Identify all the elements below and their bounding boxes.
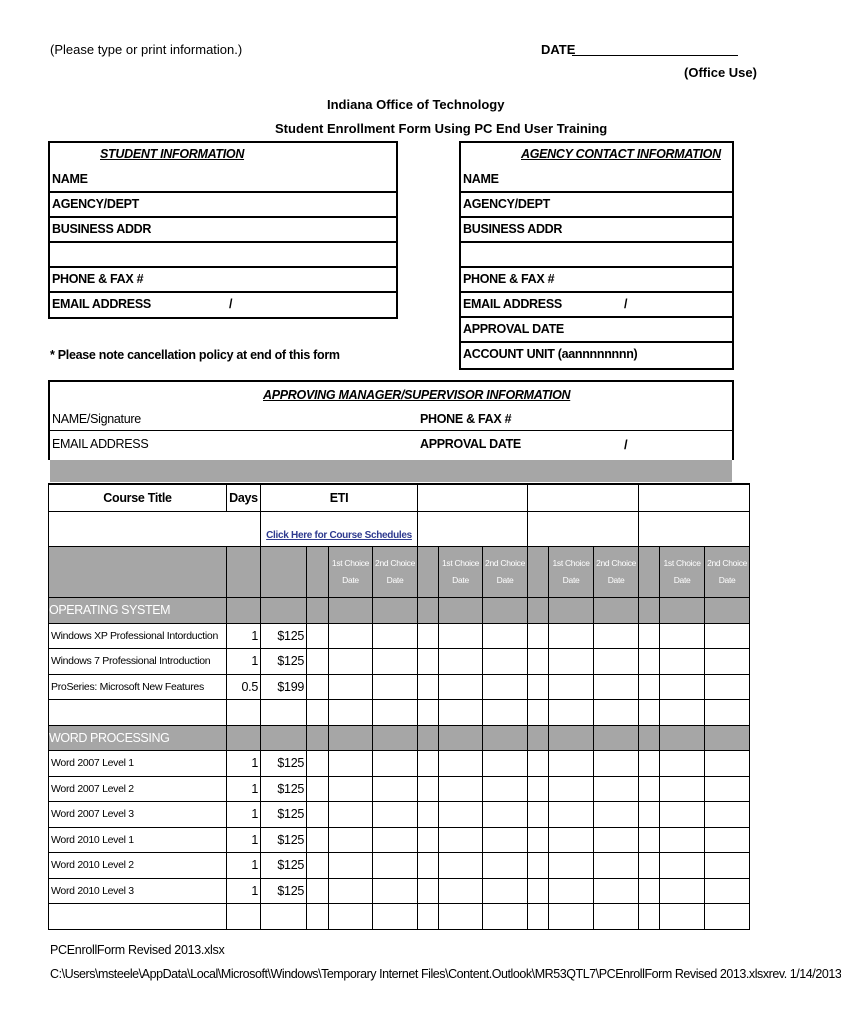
manager-approval-label: APPROVAL DATE: [420, 437, 521, 451]
student-heading-row: [50, 143, 396, 168]
choice-cell[interactable]: [307, 623, 329, 649]
eti-header: ETI: [261, 484, 418, 512]
choice-cell[interactable]: [705, 700, 750, 726]
choice-cell[interactable]: [307, 904, 329, 930]
choice-cell[interactable]: [549, 853, 594, 879]
choice-cell[interactable]: [418, 827, 439, 853]
choice-cell[interactable]: [639, 700, 660, 726]
course-title-header: Course Title: [49, 484, 227, 512]
agency-heading: AGENCY CONTACT INFORMATION: [521, 147, 721, 161]
choice-cell[interactable]: [483, 802, 528, 828]
choice-cell[interactable]: [528, 649, 549, 675]
choice-cell[interactable]: [705, 827, 750, 853]
choice-cell[interactable]: [373, 700, 418, 726]
course-title: Windows XP Professional Intorduction: [49, 623, 227, 649]
choice-cell[interactable]: [660, 674, 705, 700]
choice-1-second: 2nd Choice Date: [373, 547, 418, 598]
choice-cell[interactable]: [660, 853, 705, 879]
choice-cell[interactable]: [594, 674, 639, 700]
choice-cell[interactable]: [307, 827, 329, 853]
choice-cell[interactable]: [705, 904, 750, 930]
choice-cell[interactable]: [660, 751, 705, 777]
agency-address-line2[interactable]: [461, 243, 732, 268]
choice-cell[interactable]: [594, 904, 639, 930]
choice-1-first: 1st Choice Date: [329, 547, 373, 598]
choice-cell[interactable]: [483, 649, 528, 675]
choice-cell[interactable]: [418, 700, 439, 726]
choice-cell[interactable]: [418, 674, 439, 700]
office-use-label: (Office Use): [684, 65, 757, 80]
course-days: 1: [227, 623, 261, 649]
choice-cell[interactable]: [329, 700, 373, 726]
course-title: Windows 7 Professional Introduction: [49, 649, 227, 675]
choice-cell[interactable]: [418, 853, 439, 879]
choice-cell[interactable]: [549, 827, 594, 853]
choice-cell[interactable]: [660, 878, 705, 904]
choice-cell[interactable]: [594, 853, 639, 879]
choice-cell[interactable]: [705, 674, 750, 700]
choice-cell[interactable]: [660, 827, 705, 853]
choice-cell[interactable]: [549, 700, 594, 726]
choice-cell[interactable]: [639, 674, 660, 700]
choice-cell[interactable]: [329, 853, 373, 879]
manager-approval-slash: /: [624, 437, 628, 452]
choice-cell[interactable]: [528, 700, 549, 726]
choice-cell[interactable]: [639, 904, 660, 930]
choice-cell[interactable]: [329, 878, 373, 904]
course-price: $125: [261, 649, 307, 675]
blank-row: [49, 700, 750, 726]
choice-cell[interactable]: [439, 674, 483, 700]
course-price: $125: [261, 827, 307, 853]
choice-cell[interactable]: [639, 623, 660, 649]
course-days: 1: [227, 853, 261, 879]
course-row: [49, 623, 750, 649]
course-days: 1: [227, 649, 261, 675]
student-phone-field[interactable]: PHONE & FAX #: [50, 268, 396, 293]
provider-header-3: [528, 484, 639, 512]
choice-cell[interactable]: [373, 674, 418, 700]
choice-cell[interactable]: [439, 853, 483, 879]
student-email-slash: /: [229, 297, 233, 311]
choice-cell[interactable]: [439, 700, 483, 726]
choice-cell[interactable]: [549, 649, 594, 675]
choice-cell[interactable]: [329, 674, 373, 700]
choice-cell[interactable]: [439, 878, 483, 904]
choice-cell[interactable]: [549, 751, 594, 777]
course-days: 1: [227, 827, 261, 853]
choice-cell[interactable]: [329, 649, 373, 675]
course-title: Word 2007 Level 1: [49, 751, 227, 777]
course-title: ProSeries: Microsoft New Features: [49, 674, 227, 700]
date-label: DATE: [541, 42, 576, 57]
choice-cell[interactable]: [418, 751, 439, 777]
choice-cell[interactable]: [594, 649, 639, 675]
course-row: [49, 853, 750, 879]
choice-cell[interactable]: [418, 776, 439, 802]
choice-cell[interactable]: [307, 700, 329, 726]
choice-cell[interactable]: [483, 700, 528, 726]
choice-cell[interactable]: [483, 751, 528, 777]
choice-cell[interactable]: [439, 751, 483, 777]
choice-cell[interactable]: [329, 623, 373, 649]
choice-cell[interactable]: [329, 776, 373, 802]
choice-cell[interactable]: [549, 776, 594, 802]
course-title: Word 2007 Level 2: [49, 776, 227, 802]
course-price: $125: [261, 878, 307, 904]
instruction-text: (Please type or print information.): [50, 42, 243, 57]
choice-cell[interactable]: [418, 649, 439, 675]
choice-cell[interactable]: [660, 700, 705, 726]
choice-cell[interactable]: [439, 776, 483, 802]
agency-dept-field[interactable]: AGENCY/DEPT: [461, 193, 732, 218]
course-price: $125: [261, 751, 307, 777]
choice-cell[interactable]: [705, 649, 750, 675]
choice-cell[interactable]: [705, 776, 750, 802]
course-row: [49, 751, 750, 777]
blank-row: [49, 904, 750, 930]
agency-email-field[interactable]: EMAIL ADDRESS /: [461, 293, 732, 318]
provider-header-2: [418, 484, 528, 512]
choice-cell[interactable]: [528, 623, 549, 649]
course-row: [49, 802, 750, 828]
footer-filename: PCEnrollForm Revised 2013.xlsx: [50, 943, 225, 957]
choice-cell[interactable]: [373, 802, 418, 828]
choice-cell[interactable]: [483, 853, 528, 879]
choice-cell[interactable]: [439, 623, 483, 649]
choice-cell[interactable]: [528, 827, 549, 853]
org-title: Indiana Office of Technology: [327, 97, 505, 112]
choice-cell[interactable]: [373, 776, 418, 802]
choice-cell[interactable]: [49, 904, 227, 930]
choice-cell[interactable]: [549, 802, 594, 828]
choice-cell[interactable]: [528, 802, 549, 828]
course-table: [48, 483, 750, 930]
choice-cell[interactable]: [329, 904, 373, 930]
course-price: $125: [261, 776, 307, 802]
date-line[interactable]: [572, 55, 738, 56]
course-price: $125: [261, 802, 307, 828]
agency-address-field[interactable]: BUSINESS ADDR: [461, 218, 732, 243]
course-days: 1: [227, 802, 261, 828]
choice-cell[interactable]: [329, 751, 373, 777]
choice-cell[interactable]: [528, 776, 549, 802]
agency-account-unit-field[interactable]: ACCOUNT UNIT (aannnnnnnn): [463, 347, 638, 361]
category-label: WORD PROCESSING: [49, 725, 227, 751]
choice-2-second: 2nd Choice Date: [483, 547, 528, 598]
choice-cell[interactable]: [373, 853, 418, 879]
student-agency-field[interactable]: AGENCY/DEPT: [50, 193, 396, 218]
course-title: Word 2010 Level 1: [49, 827, 227, 853]
choice-cell[interactable]: [307, 751, 329, 777]
choice-cell[interactable]: [373, 827, 418, 853]
course-header-row: [49, 484, 750, 512]
footer-path-text: C:\Users\msteele\AppData\Local\Microsoft\Windows\Temporary Internet Files\Content.Outlook\MR53QTL7\PCEnrollForm Revised 2013.xlsx: [50, 967, 769, 981]
agency-heading-row: [461, 143, 732, 168]
choice-cell[interactable]: [373, 878, 418, 904]
choice-cell[interactable]: [373, 623, 418, 649]
choice-cell[interactable]: [483, 623, 528, 649]
choice-cell[interactable]: [261, 904, 307, 930]
choice-cell[interactable]: [307, 776, 329, 802]
choice-cell[interactable]: [594, 700, 639, 726]
footer-path: [50, 967, 841, 981]
student-heading: STUDENT INFORMATION: [100, 147, 245, 161]
form-title: Student Enrollment Form Using PC End User Training: [275, 121, 608, 136]
choice-cell[interactable]: [639, 751, 660, 777]
agency-name-field[interactable]: NAME: [461, 168, 732, 193]
choice-cell[interactable]: [439, 802, 483, 828]
course-row: [49, 674, 750, 700]
choice-cell[interactable]: [528, 853, 549, 879]
agency-contact-box: [459, 141, 734, 370]
manager-info-box: [48, 380, 734, 460]
course-days: 1: [227, 776, 261, 802]
student-info-box: [48, 141, 398, 319]
choice-cell[interactable]: [660, 776, 705, 802]
choice-3-first: 1st Choice Date: [549, 547, 594, 598]
choice-cell[interactable]: [594, 878, 639, 904]
category-row: [49, 725, 750, 751]
course-title: Word 2007 Level 3: [49, 802, 227, 828]
manager-name-label: NAME/Signature: [52, 412, 141, 426]
agency-phone-field[interactable]: PHONE & FAX #: [461, 268, 732, 293]
choice-cell[interactable]: [660, 904, 705, 930]
choice-cell[interactable]: [705, 878, 750, 904]
agency-email-slash: /: [624, 297, 628, 311]
choice-cell[interactable]: [639, 776, 660, 802]
choice-cell[interactable]: [307, 802, 329, 828]
choice-cell[interactable]: [549, 674, 594, 700]
choice-cell[interactable]: [307, 853, 329, 879]
choice-cell[interactable]: [639, 878, 660, 904]
student-address-line2[interactable]: [50, 243, 396, 268]
choice-cell[interactable]: [639, 827, 660, 853]
days-header: Days: [227, 484, 261, 512]
choice-cell[interactable]: [483, 904, 528, 930]
choice-cell[interactable]: [227, 700, 261, 726]
choice-cell[interactable]: [660, 802, 705, 828]
choice-cell[interactable]: [483, 827, 528, 853]
course-schedules-link[interactable]: Click Here for Course Schedules: [266, 530, 412, 541]
choice-cell[interactable]: [418, 904, 439, 930]
course-row: [49, 827, 750, 853]
manager-gray-band: [50, 460, 732, 482]
category-row: [49, 598, 750, 624]
choice-cell[interactable]: [549, 878, 594, 904]
choice-cell[interactable]: [705, 802, 750, 828]
course-days: 1: [227, 751, 261, 777]
choice-cell[interactable]: [329, 827, 373, 853]
choice-4-second: 2nd Choice Date: [705, 547, 750, 598]
choice-cell[interactable]: [439, 904, 483, 930]
student-email-field[interactable]: EMAIL ADDRESS /: [52, 297, 233, 311]
choice-cell[interactable]: [307, 878, 329, 904]
student-name-field[interactable]: NAME: [50, 168, 396, 193]
choice-cell[interactable]: [639, 802, 660, 828]
choice-cell[interactable]: [261, 700, 307, 726]
choice-cell[interactable]: [373, 751, 418, 777]
choice-4-first: 1st Choice Date: [660, 547, 705, 598]
choice-cell[interactable]: [660, 623, 705, 649]
cancellation-note: * Please note cancellation policy at end of this form: [50, 348, 340, 362]
schedule-link-row: [49, 512, 750, 547]
choice-cell[interactable]: [307, 674, 329, 700]
choice-cell[interactable]: [483, 674, 528, 700]
choice-cell[interactable]: [639, 649, 660, 675]
choice-cell[interactable]: [594, 802, 639, 828]
choice-cell[interactable]: [418, 623, 439, 649]
course-title: Word 2010 Level 2: [49, 853, 227, 879]
choice-cell[interactable]: [528, 751, 549, 777]
choice-cell[interactable]: [594, 827, 639, 853]
course-row: [49, 776, 750, 802]
manager-email-label: EMAIL ADDRESS: [52, 437, 149, 451]
choice-cell[interactable]: [639, 853, 660, 879]
course-title: Word 2010 Level 3: [49, 878, 227, 904]
provider-header-4: [639, 484, 750, 512]
choice-cell[interactable]: [49, 700, 227, 726]
choice-cell[interactable]: [227, 904, 261, 930]
choice-cell[interactable]: [373, 649, 418, 675]
choice-cell[interactable]: [439, 827, 483, 853]
choice-cell[interactable]: [660, 649, 705, 675]
choice-cell[interactable]: [483, 776, 528, 802]
choice-cell[interactable]: [594, 623, 639, 649]
course-row: [49, 649, 750, 675]
choice-2-first: 1st Choice Date: [439, 547, 483, 598]
agency-approval-date-field[interactable]: APPROVAL DATE: [461, 318, 732, 343]
choice-cell[interactable]: [373, 904, 418, 930]
course-price: $125: [261, 853, 307, 879]
choice-cell[interactable]: [549, 904, 594, 930]
choice-header-row: [49, 547, 750, 598]
choice-cell[interactable]: [594, 751, 639, 777]
choice-cell[interactable]: [307, 649, 329, 675]
category-label: OPERATING SYSTEM: [49, 598, 227, 624]
choice-cell[interactable]: [528, 878, 549, 904]
choice-cell[interactable]: [483, 878, 528, 904]
choice-cell[interactable]: [549, 623, 594, 649]
manager-heading: APPROVING MANAGER/SUPERVISOR INFORMATION: [263, 388, 571, 402]
course-days: 1: [227, 878, 261, 904]
choice-3-second: 2nd Choice Date: [594, 547, 639, 598]
student-address-field[interactable]: BUSINESS ADDR: [50, 218, 396, 243]
choice-cell[interactable]: [594, 776, 639, 802]
choice-cell[interactable]: [528, 904, 549, 930]
manager-divider: [50, 430, 732, 431]
choice-cell[interactable]: [705, 623, 750, 649]
course-price: $125: [261, 623, 307, 649]
choice-cell[interactable]: [528, 674, 549, 700]
choice-cell[interactable]: [418, 878, 439, 904]
footer-revision: rev. 1/14/2013: [768, 967, 841, 981]
course-price: $199: [261, 674, 307, 700]
course-row: [49, 878, 750, 904]
manager-phone-label: PHONE & FAX #: [420, 412, 512, 426]
choice-cell[interactable]: [418, 802, 439, 828]
course-days: 0.5: [227, 674, 261, 700]
choice-cell[interactable]: [439, 649, 483, 675]
choice-cell[interactable]: [329, 802, 373, 828]
choice-cell[interactable]: [705, 751, 750, 777]
choice-cell[interactable]: [705, 853, 750, 879]
